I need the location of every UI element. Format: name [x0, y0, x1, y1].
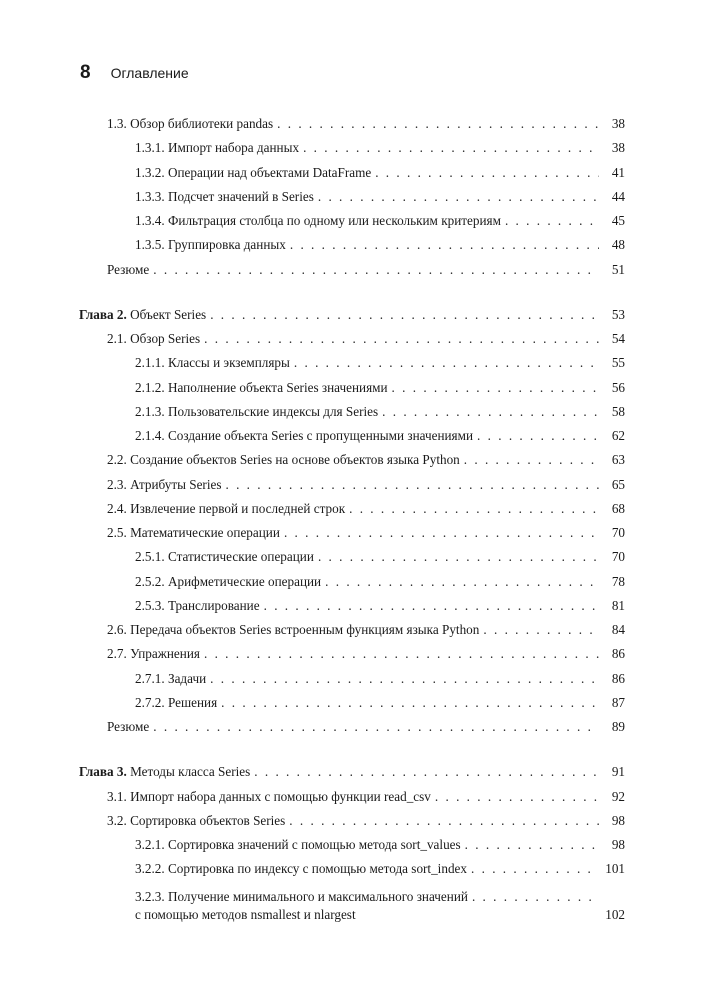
toc-entry-1-3-5[interactable] — [79, 233, 625, 257]
toc-entry-2-3[interactable] — [79, 473, 625, 497]
dot-leader — [204, 327, 599, 351]
dot-leader — [471, 857, 599, 881]
table-of-contents — [79, 112, 625, 924]
toc-title: Объект Series — [130, 306, 207, 322]
toc-title: 1.3.1. Импорт набора данных — [135, 140, 300, 156]
toc-page: 63 — [611, 452, 625, 468]
dot-leader — [210, 667, 599, 691]
toc-entry-2-5-3[interactable] — [79, 594, 625, 618]
toc-title-line-1: 3.2.3. Получение минимального и максимального значений — [135, 888, 468, 904]
toc-entry-2-4[interactable] — [79, 497, 625, 521]
toc-entry-2-1-1[interactable] — [79, 351, 625, 375]
toc-page: 78 — [611, 573, 625, 589]
toc-page: 86 — [611, 646, 625, 662]
toc-title: 1.3.5. Группировка данных — [135, 237, 286, 253]
toc-entry-2-5-1[interactable] — [79, 545, 625, 569]
toc-title: Методы класса Series — [130, 764, 251, 780]
toc-page: 102 — [605, 906, 625, 922]
dot-leader — [277, 112, 599, 136]
toc-entry-3-2-1[interactable] — [79, 833, 625, 857]
toc-entry-2-1-4[interactable] — [79, 424, 625, 448]
dot-leader — [318, 545, 599, 569]
toc-page: 70 — [611, 549, 625, 565]
toc-entry-1-3-3[interactable] — [79, 185, 625, 209]
dot-leader — [294, 351, 599, 375]
dot-leader — [375, 161, 599, 185]
toc-title: 2.7. Упражнения — [107, 646, 200, 662]
dot-leader — [290, 233, 599, 257]
toc-entry-2-5[interactable] — [79, 521, 625, 545]
toc-page: 41 — [611, 164, 625, 180]
dot-leader — [221, 691, 599, 715]
toc-page: 54 — [611, 331, 625, 346]
running-head: Оглавление — [110, 65, 189, 81]
toc-entry-2-7-1[interactable] — [79, 667, 625, 691]
dot-leader — [477, 424, 599, 448]
toc-entry-2-1-3[interactable] — [79, 400, 625, 424]
toc-page: 89 — [611, 719, 625, 734]
dot-leader — [153, 258, 599, 282]
toc-entry-1-3-2[interactable] — [79, 161, 625, 185]
dot-leader — [264, 594, 599, 618]
toc-title: 2.5. Математические операции — [107, 525, 280, 540]
toc-entry-3-2[interactable] — [79, 809, 625, 833]
toc-page: 87 — [611, 694, 625, 710]
toc-entry-2-7[interactable] — [79, 642, 625, 666]
toc-title: 3.2. Сортировка объектов Series — [107, 812, 286, 828]
toc-page: 38 — [611, 116, 625, 131]
toc-page: 62 — [611, 428, 625, 443]
toc-page: 101 — [605, 861, 625, 877]
toc-title: 3.2.2. Сортировка по индексу с помощью метода sort_index — [135, 861, 467, 877]
toc-title: Резюме — [107, 261, 150, 277]
dot-leader — [382, 400, 599, 424]
dot-leader — [254, 760, 599, 784]
dot-leader — [349, 497, 599, 521]
toc-page: 84 — [611, 622, 625, 637]
toc-page: 58 — [611, 403, 625, 419]
toc-title: 3.2.1. Сортировка значений с помощью метода sort_values — [135, 837, 461, 852]
toc-title: 2.1.3. Пользовательские индексы для Series — [135, 403, 379, 419]
toc-title: Резюме — [107, 719, 150, 734]
toc-title: 1.3.4. Фильтрация столбца по одному или нескольким критериям — [135, 213, 501, 228]
toc-entry-2-1-2[interactable] — [79, 376, 625, 400]
toc-page: 53 — [611, 306, 625, 322]
chapter-label: Глава 3. — [79, 764, 127, 780]
dot-leader — [325, 570, 599, 594]
toc-title: 1.3.3. Подсчет значений в Series — [135, 188, 314, 204]
toc-title: 2.1.2. Наполнение объекта Series значениями — [135, 379, 388, 395]
toc-title-line-2: с помощью методов nsmallest и nlargest — [135, 906, 356, 922]
toc-page: 44 — [611, 188, 625, 204]
toc-page: 92 — [611, 788, 625, 804]
dot-leader — [505, 209, 599, 233]
page-header — [80, 62, 189, 84]
toc-page: 45 — [611, 213, 625, 228]
toc-title: 2.5.2. Арифметические операции — [135, 573, 322, 589]
dot-leader — [153, 715, 599, 739]
page-number: 8 — [80, 62, 91, 83]
toc-entry-2-7-2[interactable] — [79, 691, 625, 715]
toc-title: 2.5.3. Транслирование — [135, 597, 260, 613]
toc-title: 2.5.1. Статистические операции — [135, 549, 314, 565]
dot-leader — [303, 136, 599, 160]
toc-page: 98 — [611, 812, 625, 828]
toc-page: 81 — [611, 597, 625, 613]
toc-page: 51 — [611, 261, 625, 277]
toc-page: 56 — [611, 379, 625, 395]
toc-entry-summary-2[interactable] — [79, 715, 625, 739]
toc-entry-2-5-2[interactable] — [79, 570, 625, 594]
toc-page: 68 — [611, 500, 625, 516]
toc-entry-3-2-2[interactable] — [79, 857, 625, 881]
toc-entry-3-1[interactable] — [79, 785, 625, 809]
toc-entry-1-3-4[interactable] — [79, 209, 625, 233]
toc-entry-2-2[interactable] — [79, 448, 625, 472]
toc-page: 48 — [611, 237, 625, 253]
toc-page: 55 — [611, 355, 625, 371]
dot-leader — [472, 888, 599, 906]
toc-page: 65 — [611, 476, 625, 492]
toc-title: 2.7.1. Задачи — [135, 670, 207, 686]
toc-entry-1-3-1[interactable] — [79, 136, 625, 160]
dot-leader — [204, 642, 599, 666]
toc-title: 2.1. Обзор Series — [107, 331, 201, 346]
toc-page: 98 — [611, 837, 625, 852]
toc-title: 2.1.4. Создание объекта Series с пропущенными значениями — [135, 428, 474, 443]
dot-leader — [464, 448, 599, 472]
toc-entry-2-6[interactable] — [79, 618, 625, 642]
toc-title: 1.3.2. Операции над объектами DataFrame — [135, 164, 372, 180]
toc-entry-3-2-3[interactable] — [79, 882, 625, 924]
dot-leader — [225, 473, 599, 497]
dot-leader — [483, 618, 599, 642]
toc-title: 2.3. Атрибуты Series — [107, 476, 222, 492]
toc-title: 1.3. Обзор библиотеки pandas — [107, 116, 274, 131]
toc-title: 2.7.2. Решения — [135, 694, 218, 710]
dot-leader — [210, 303, 599, 327]
toc-title: 2.4. Извлечение первой и последней строк — [107, 500, 346, 516]
dot-leader — [435, 785, 599, 809]
toc-title: 2.2. Создание объектов Series на основе объектов языка Python — [107, 452, 460, 468]
toc-entry-chapter-2[interactable] — [79, 303, 625, 327]
toc-entry-1-3[interactable] — [79, 112, 625, 136]
dot-leader — [392, 376, 599, 400]
toc-page: 91 — [611, 764, 625, 780]
toc-entry-summary-1[interactable] — [79, 258, 625, 282]
toc-page: 38 — [611, 140, 625, 156]
dot-leader — [289, 809, 599, 833]
toc-title: 2.6. Передача объектов Series встроенным функциям языка Python — [107, 622, 480, 637]
toc-title: 2.1.1. Классы и экземпляры — [135, 355, 290, 371]
chapter-label: Глава 2. — [79, 306, 127, 322]
toc-page: 86 — [611, 670, 625, 686]
dot-leader — [465, 833, 599, 857]
toc-page: 70 — [611, 525, 625, 540]
toc-entry-2-1[interactable] — [79, 327, 625, 351]
dot-leader — [284, 521, 599, 545]
toc-entry-chapter-3[interactable] — [79, 760, 625, 784]
dot-leader — [318, 185, 599, 209]
toc-title: 3.1. Импорт набора данных с помощью функции read_csv — [107, 788, 431, 804]
